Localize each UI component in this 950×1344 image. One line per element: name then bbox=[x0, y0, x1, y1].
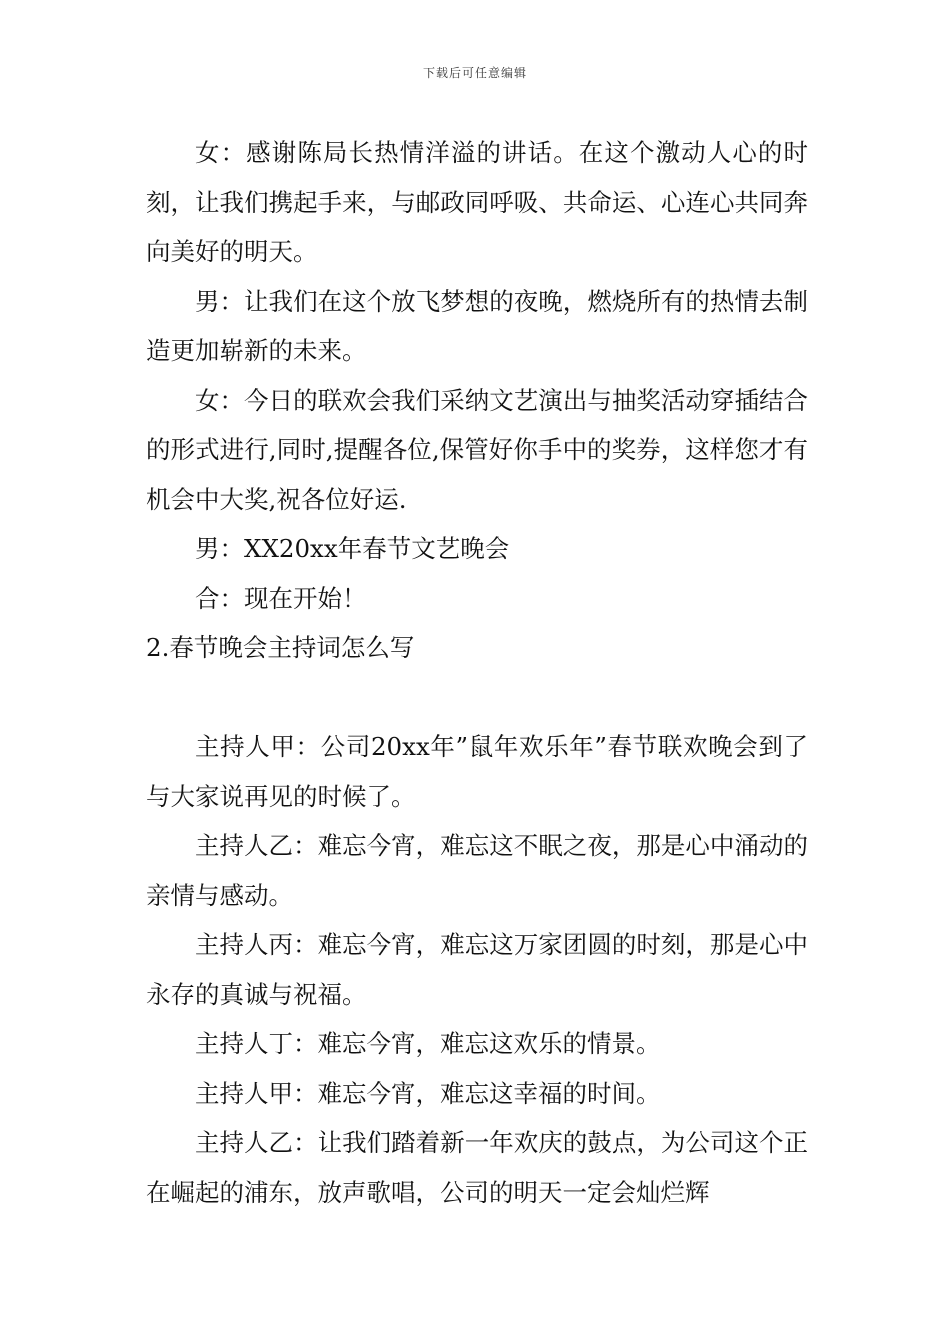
paragraph: 主持人乙：让我们踏着新一年欢庆的鼓点，为公司这个正在崛起的浦东，放声歌唱，公司的明天一定会灿烂辉 bbox=[146, 1128, 808, 1207]
paragraph: 女：感谢陈局长热情洋溢的讲话。在这个激动人心的时刻，让我们携起手来，与邮政同呼吸、共命运、心连心共同奔向美好的明天。 bbox=[146, 138, 808, 266]
section-heading: 2.春节晚会主持词怎么写 bbox=[146, 633, 415, 662]
paragraph: 男：XX20xx年春节文艺晚会 bbox=[195, 534, 510, 563]
paragraph: 主持人丙：难忘今宵，难忘这万家团圆的时刻，那是心中永存的真诚与祝福。 bbox=[146, 930, 808, 1009]
paragraph: 女：今日的联欢会我们采纳文艺演出与抽奖活动穿插结合的形式进行,同时,提醒各位,保管好你手中的奖券，这样您才有机会中大奖,祝各位好运. bbox=[146, 385, 808, 514]
paragraph: 主持人丁：难忘今宵，难忘这欢乐的情景。 bbox=[195, 1029, 661, 1058]
document-body bbox=[146, 128, 808, 1217]
paragraph: 主持人甲：公司20xx年”鼠年欢乐年”春节联欢晚会到了与大家说再见的时候了。 bbox=[146, 732, 808, 811]
blank-line bbox=[146, 673, 808, 723]
page-header: 下载后可任意编辑 bbox=[422, 66, 527, 80]
paragraph: 男：让我们在这个放飞梦想的夜晚，燃烧所有的热情去制造更加崭新的未来。 bbox=[146, 286, 808, 365]
paragraph: 主持人乙：难忘今宵，难忘这不眠之夜，那是心中涌动的亲情与感动。 bbox=[146, 831, 808, 910]
paragraph: 合：现在开始！ bbox=[195, 583, 367, 613]
paragraph: 主持人甲：难忘今宵，难忘这幸福的时间。 bbox=[195, 1078, 661, 1108]
